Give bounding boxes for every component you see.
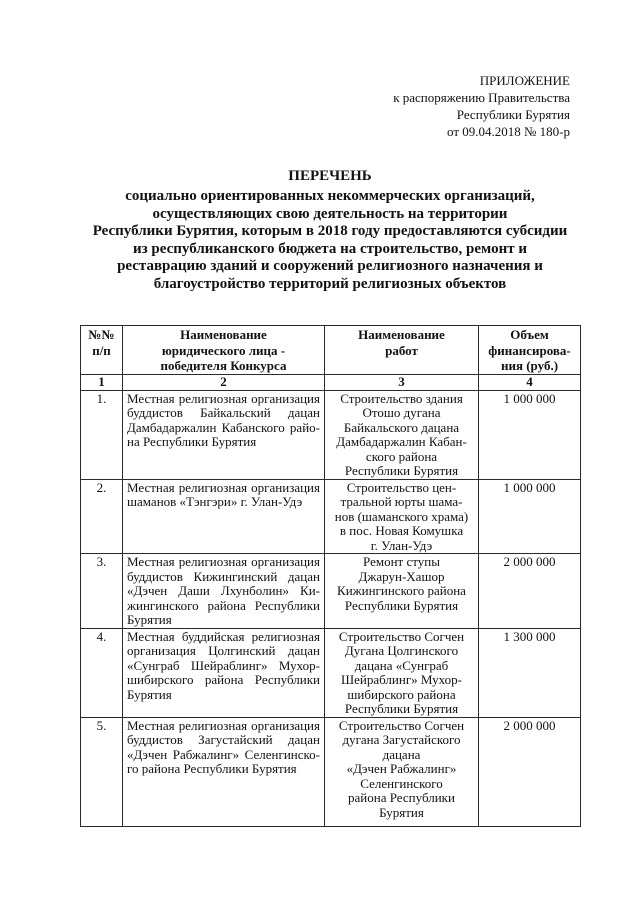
document-title: ПЕРЕЧЕНЬ [288,168,372,184]
subsidy-table [80,325,581,827]
works-line: Кижингинского района [337,583,466,598]
table-row [81,717,581,826]
header-line: Наименование [358,327,445,342]
appendix-line: от 09.04.2018 № 180-р [447,124,570,139]
funding-amount: 2 000 000 [503,717,556,733]
works-line: Республики Бурятия [344,597,459,613]
row-number-cell [81,554,123,629]
column-number: 2 [123,374,325,390]
organization-line: буддистов Загустайский дацан [127,732,320,747]
works-line: Дамбадаржалин Кабан- [336,434,467,449]
header-line: победителя Конкурса [160,358,287,373]
works-cell [325,390,479,479]
header-funding-cell [479,326,581,375]
column-number: 4 [479,374,581,390]
funding-amount: 1 000 000 [503,390,556,406]
organization-line: Местная религиозная организация [127,479,320,495]
header-number-cell [81,326,123,375]
works-line: нов (шаманского храма) [334,508,469,524]
works-line: дацана «Сунграб [354,657,449,673]
works-line: Дугана Цолгинского [344,643,459,658]
row-number: 4. [96,628,107,644]
works-line: шибирского района [347,686,456,702]
organization-line: Местная религиозная организация [127,717,320,733]
works-line: г. Улан-Удэ [370,537,433,553]
organization-cell [123,479,325,554]
organization-cell [123,628,325,717]
document-subtitle [80,188,580,293]
funding-amount: 1 300 000 [503,628,556,644]
header-line: Наименование [180,327,267,342]
organization-cell [123,554,325,629]
works-line: Республики Бурятия [344,701,459,716]
works-line: Джарун-Хашор [358,568,445,584]
organization-line: Местная религиозная организация [127,390,320,406]
works-line: Ремонт ступы [363,554,440,569]
works-line: тральной юрты шама- [340,494,463,509]
header-line: №№ [88,327,115,342]
organization-line: буддистов Кижингинский дацан [127,568,320,584]
appendix-block [393,72,570,140]
works-line: Шейраблинг» Мухор- [341,672,462,687]
works-line: «Дэчен Рабжалинг» [346,761,457,776]
organization-line: Местная религиозная организация [127,554,320,569]
works-line: Строительство цен- [346,479,457,495]
organization-line: Дамбадаржалин Кабанского райо- [127,419,320,435]
table-row [81,554,581,629]
funding-amount: 1 000 000 [503,479,556,495]
works-line: Республики Бурятия [344,463,459,478]
subtitle-line: благоустройство территорий религиозных объектов [153,275,507,292]
appendix-line: Республики Бурятия [456,107,570,122]
subtitle-line: осуществляющих свою деятельность на территории [152,205,508,222]
organization-cell [123,390,325,479]
organization-line: Бурятия [127,612,172,627]
organization-line: шаманов «Тэнгэри» г. Улан-Удэ [127,494,303,509]
row-number-cell [81,390,123,479]
organization-line: жингинского района Республики [127,597,320,613]
organization-line: шибирского района Республики [127,672,320,687]
row-number: 1. [96,390,107,406]
works-line: дугана Загустайского [342,732,461,747]
works-line: Строительство здания [340,390,463,406]
row-number: 3. [96,554,107,569]
funding-cell [479,717,581,826]
works-line: Строительство Согчен [338,628,465,644]
organization-line: «Сунграб Шейраблинг» Мухор- [127,657,320,673]
subtitle-line: реставрацию зданий и сооружений религиозного назначения и [117,258,543,274]
row-number-cell [81,628,123,717]
works-cell [325,479,479,554]
header-line: работ [385,342,418,358]
row-number: 2. [96,479,107,495]
row-number: 5. [96,717,107,733]
works-cell [325,554,479,629]
appendix-line: к распоряжению Правительства [393,90,570,105]
funding-cell [479,554,581,629]
funding-cell [479,479,581,554]
column-number: 3 [325,374,479,390]
table-header-row [81,326,581,375]
header-works-cell [325,326,479,375]
organization-line: буддистов Байкальский дацан [127,405,320,420]
works-cell [325,628,479,717]
row-number-cell [81,479,123,554]
works-line: Бурятия [379,804,424,820]
works-line: Байкальского дацана [343,419,460,435]
organization-line: организация Цолгинский дацан [127,643,320,658]
table-row [81,628,581,717]
header-line: п/п [92,342,111,358]
header-line: Объем [510,327,549,342]
column-number: 1 [81,374,123,390]
works-cell [325,717,479,826]
organization-line: Местная буддийская религиозная [127,628,320,644]
organization-line: на Республики Бурятия [127,434,257,449]
works-line: ского района [365,448,438,464]
funding-cell [479,390,581,479]
header-line: финансирова- [488,342,571,358]
organization-cell [123,717,325,826]
funding-cell [479,628,581,717]
header-organization-cell [123,326,325,375]
row-number-cell [81,717,123,826]
works-line: в пос. Новая Комушка [339,523,464,538]
table-row [81,479,581,554]
subtitle-line: Республики Бурятия, которым в 2018 году предоставляются субсидии [92,223,568,239]
subtitle-line: социально ориентированных некоммерческих организаций, [125,188,535,204]
works-line: Строительство Согчен [338,717,465,733]
table-row [81,390,581,479]
subtitle-line: из республиканского бюджета на строительство, ремонт и [133,240,527,257]
organization-line: Бурятия [127,686,172,702]
column-number-row [81,374,581,390]
appendix-label: ПРИЛОЖЕНИЕ [479,73,570,88]
works-line: Селенгинского [360,775,443,791]
header-line: ния (руб.) [500,358,559,373]
organization-line: «Дэчен Рабжалинг» Селенгинско- [127,746,320,762]
works-line: района Республики [348,790,455,805]
works-line: дацана [382,746,421,762]
organization-line: го района Республики Бурятия [127,761,297,776]
header-line: юридического лица - [161,342,286,358]
works-line: Отошо дугана [362,405,441,420]
funding-amount: 2 000 000 [503,554,556,569]
organization-line: «Дэчен Даши Лхунболин» Ки- [127,583,320,598]
